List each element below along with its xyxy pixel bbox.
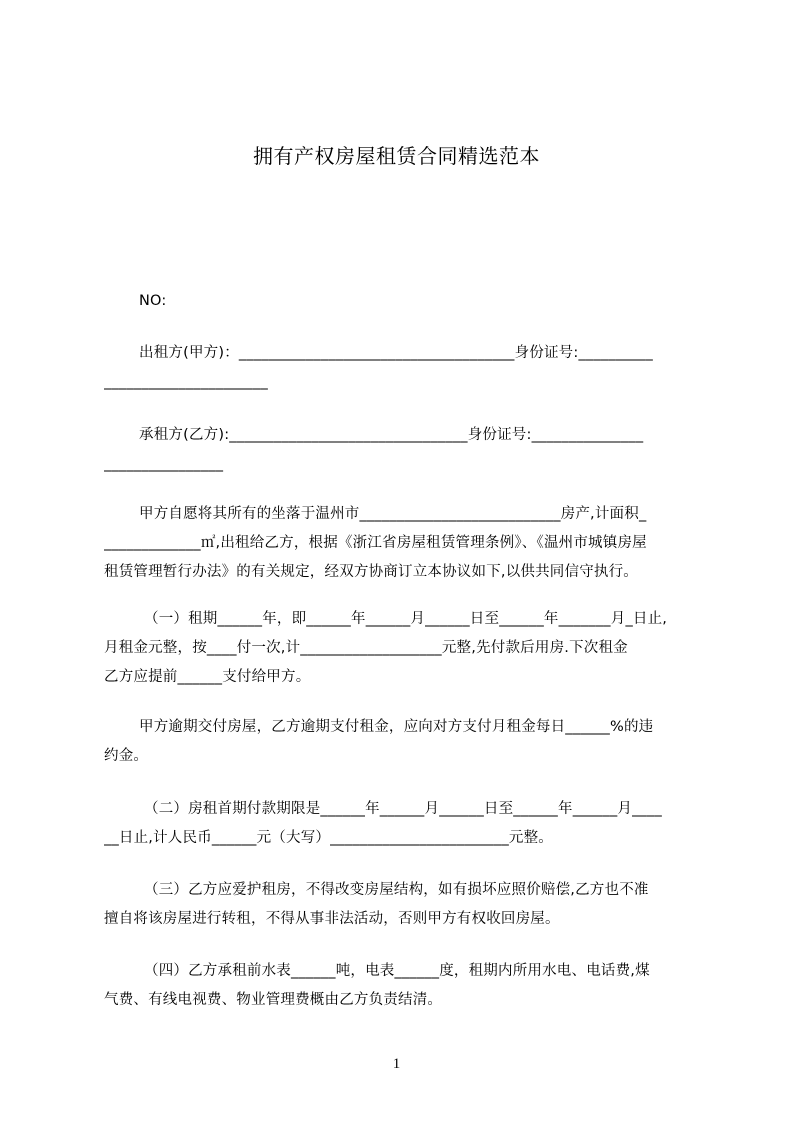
contract-number [104, 287, 702, 316]
lessee-line-2: ________________ [104, 456, 224, 472]
clause-3-care [104, 876, 702, 934]
clause-1-line-2: 月租金元整，按____付一次,计___________________元整,先付款后用房.下次租金 [104, 640, 628, 656]
intro-line-2: _____________㎡,出租给乙方，根据《浙江省房屋租赁管理条例》、《温州市城镇房屋 [104, 535, 647, 551]
clause-4-line-2: 气费、有线电视费、物业管理费概由乙方负责结清。 [104, 992, 443, 1008]
lessee-info [104, 421, 702, 479]
clause-2-payment [104, 795, 702, 853]
contract-number-label: NO: [139, 293, 167, 309]
clause-1-line-3: 乙方应提前______支付给甲方。 [104, 669, 311, 685]
lessor-line-1: 出租方(甲方)：_____________________________________身份证号:__________ [139, 345, 653, 361]
clause-2-line-1: （二）房租首期付款期限是______年______月______日至______年______月____ [144, 801, 662, 817]
penalty-line-1: 甲方逾期交付房屋，乙方逾期支付租金，应向对方支付月租金每日______%的违 [139, 719, 654, 735]
clause-2-line-2: __日止,计人民币______元（大写）________________________元整。 [104, 830, 554, 846]
clause-3-line-1: （三）乙方应爱护租房，不得改变房屋结构，如有损坏应照价赔偿,乙方也不准 [144, 882, 649, 898]
penalty-line-2: 约金。 [104, 748, 149, 764]
intro-line-1: 甲方自愿将其所有的坐落于温州市___________________________房产,计面积_ [139, 506, 647, 522]
lessee-line-1: 承租方(乙方):________________________________身份证号:_______________ [139, 427, 644, 443]
page-number: 1 [392, 1056, 401, 1072]
clause-3-line-2: 擅自将该房屋进行转租，不得从事非法活动，否则甲方有权收回房屋。 [104, 911, 560, 927]
intro-line-3: 租赁管理暂行办法》的有关规定，经双方协商订立本协议如下,以供共同信守执行。 [104, 564, 639, 580]
clause-1-rent-term [104, 605, 702, 692]
penalty-paragraph [104, 713, 702, 771]
intro-paragraph [104, 500, 702, 587]
clause-4-line-1: （四）乙方承租前水表______吨，电表______度，租期内所用水电、电话费,煤 [144, 963, 650, 979]
clause-1-line-1: （一）租期______年，即______年______月______日至______年_______月_日止, [144, 611, 668, 627]
document-title: 拥有产权房屋租赁合同精选范本 [253, 144, 540, 168]
clause-4-utilities [104, 957, 702, 1015]
lessor-info [104, 339, 702, 397]
lessor-line-2: ______________________ [104, 374, 268, 390]
